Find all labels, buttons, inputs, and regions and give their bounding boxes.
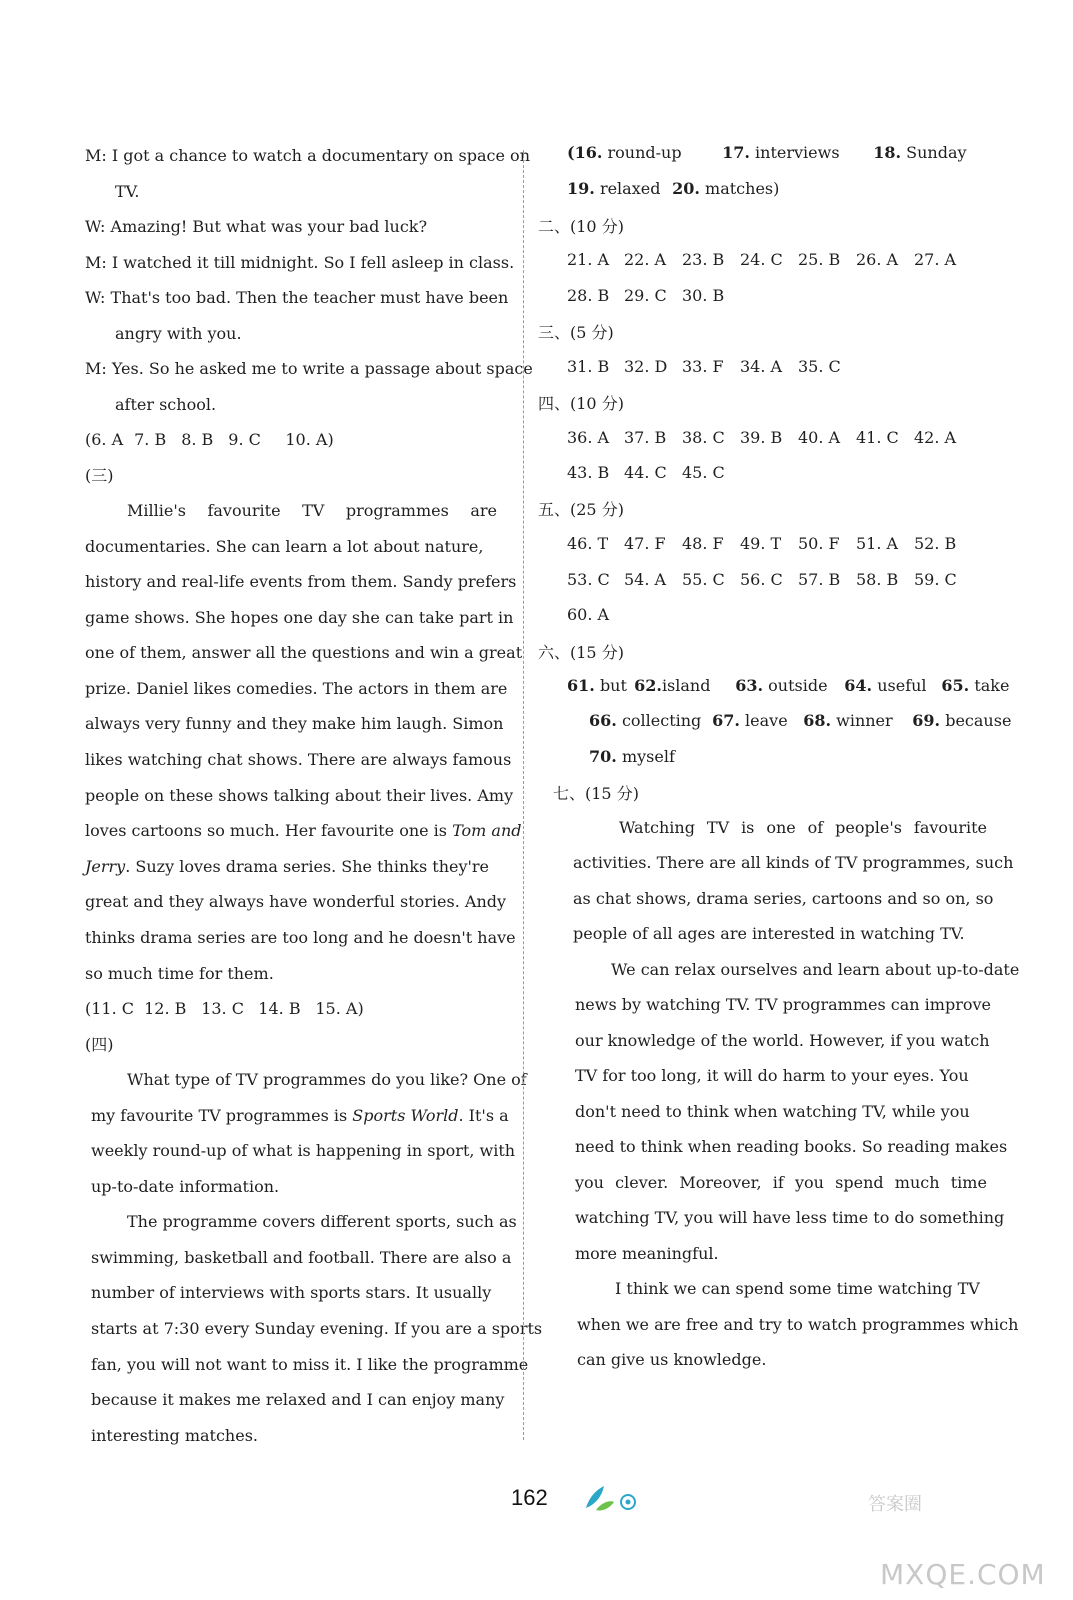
answer: 35. C xyxy=(798,357,841,376)
answer: 67. leave xyxy=(712,711,788,730)
essay-line xyxy=(575,1172,987,1194)
answer: 21. A xyxy=(567,250,610,269)
answer: 33. F xyxy=(682,357,724,376)
answer: 48. F xyxy=(682,534,724,553)
word: programmes xyxy=(345,501,449,520)
answer: 38. C xyxy=(682,428,725,447)
answer: 61. but xyxy=(567,676,627,695)
answer: 26. A xyxy=(856,250,899,269)
word: is xyxy=(741,818,755,837)
answer: 44. C xyxy=(624,463,667,482)
answer: 55. C xyxy=(682,570,725,589)
dialogue-line: TV. xyxy=(115,182,140,201)
section-label-4: (四) xyxy=(85,1035,114,1054)
answer: 27. A xyxy=(914,250,957,269)
passage-4-line xyxy=(91,1105,509,1127)
answer-row xyxy=(589,746,675,768)
answer-row-11-15 xyxy=(85,998,364,1020)
answer: 65. take xyxy=(941,676,1010,695)
italic-title: Sports World xyxy=(352,1106,459,1125)
answer: 60. A xyxy=(567,605,610,624)
answer: 70. myself xyxy=(589,747,675,766)
answer: 54. A xyxy=(624,570,667,589)
column-divider xyxy=(523,150,524,1440)
answer: 7. B xyxy=(134,430,167,449)
answer: 50. F xyxy=(798,534,840,553)
word: TV xyxy=(706,818,730,837)
section-3-heading: 三、(5 分) xyxy=(538,323,614,342)
word: Watching xyxy=(619,818,695,837)
word: if xyxy=(772,1173,784,1192)
answer-row xyxy=(567,356,841,378)
answer: 52. B xyxy=(914,534,957,553)
essay-line: news by watching TV. TV programmes can improve xyxy=(575,995,991,1014)
answer: 28. B xyxy=(567,286,610,305)
answer: 53. C xyxy=(567,570,610,589)
word: you xyxy=(795,1173,824,1192)
answer-row xyxy=(589,710,1011,732)
answer-row xyxy=(567,675,1009,697)
word: Moreover, xyxy=(679,1173,762,1192)
essay-line: I think we can spend some time watching TV xyxy=(615,1279,980,1298)
answer: 56. C xyxy=(740,570,783,589)
passage-4-line: because it makes me relaxed and I can enjoy many xyxy=(91,1390,505,1409)
word: clever. xyxy=(615,1173,669,1192)
passage-3-line: history and real-life events from them. Sandy prefers xyxy=(85,572,517,591)
essay-line: when we are free and try to watch programmes which xyxy=(577,1315,1019,1334)
section-7-heading: 七、(15 分) xyxy=(553,784,639,803)
answer-row-19-20 xyxy=(567,178,779,200)
answer-row xyxy=(567,285,724,307)
answer: 39. B xyxy=(740,428,783,447)
answer: 18. Sunday xyxy=(873,143,967,162)
dialogue-line: M: I watched it till midnight. So I fell asleep in class. xyxy=(85,253,515,272)
watermark-top: 答案圈 xyxy=(868,1494,922,1515)
answer: 59. C xyxy=(914,570,957,589)
essay-line: don't need to think when watching TV, while you xyxy=(575,1102,970,1121)
dialogue-line: M: Yes. So he asked me to write a passage about space xyxy=(85,359,533,378)
answer-row xyxy=(567,427,956,449)
answer: 29. C xyxy=(624,286,667,305)
word: TV xyxy=(302,501,325,520)
passage-3-line: people on these shows talking about their lives. Amy xyxy=(85,786,514,805)
word: Millie's xyxy=(127,501,186,520)
answer: 25. B xyxy=(798,250,841,269)
answer-row-6-10 xyxy=(85,429,334,451)
answer-row-16-18 xyxy=(567,142,967,164)
passage-3-line: prize. Daniel likes comedies. The actors in them are xyxy=(85,679,508,698)
answer-row xyxy=(567,604,609,626)
passage-4-line: starts at 7:30 every Sunday evening. If you are a sports xyxy=(91,1319,543,1338)
answer: 69. because xyxy=(912,711,1012,730)
italic-title: Tom and xyxy=(452,821,522,840)
answer: 41. C xyxy=(856,428,899,447)
word: of xyxy=(807,818,824,837)
section-label-3: (三) xyxy=(85,466,114,485)
watermark-bottom: MXQE.COM xyxy=(880,1558,1046,1591)
passage-4-line: up-to-date information. xyxy=(91,1177,280,1196)
section-4-heading: 四、(10 分) xyxy=(538,394,624,413)
passage-3-line: documentaries. She can learn a lot about nature, xyxy=(85,537,484,556)
answer-row xyxy=(567,533,956,555)
answer: 46. T xyxy=(567,534,609,553)
answer: 31. B xyxy=(567,357,610,376)
text: . It's a xyxy=(458,1106,509,1125)
answer-row xyxy=(567,249,956,271)
answer: 30. B xyxy=(682,286,725,305)
section-2-heading: 二、(10 分) xyxy=(538,217,624,236)
passage-3-line: always very funny and they make him laugh. Simon xyxy=(85,714,504,733)
essay-line: activities. There are all kinds of TV programmes, such xyxy=(573,853,1014,872)
essay-line: need to think when reading books. So reading makes xyxy=(575,1137,1008,1156)
answer: 66. collecting xyxy=(589,711,702,730)
answer: (16. round-up xyxy=(567,143,682,162)
answer: 47. F xyxy=(624,534,666,553)
essay-line: can give us knowledge. xyxy=(577,1350,767,1369)
answer: 24. C xyxy=(740,250,783,269)
answer: 37. B xyxy=(624,428,667,447)
dialogue-line: W: Amazing! But what was your bad luck? xyxy=(85,217,428,236)
dialogue-line: angry with you. xyxy=(115,324,242,343)
answer: 62.island xyxy=(634,676,711,695)
text: . Suzy loves drama series. She thinks they're xyxy=(125,857,490,876)
passage-3-line: so much time for them. xyxy=(85,964,274,983)
passage-4-line: interesting matches. xyxy=(91,1426,258,1445)
answer: (6. A xyxy=(85,430,124,449)
answer: 22. A xyxy=(624,250,667,269)
answer: 12. B xyxy=(144,999,187,1018)
essay-line: people of all ages are interested in watching TV. xyxy=(573,924,965,943)
text: Jerry xyxy=(85,857,126,876)
dialogue-line: W: That's too bad. Then the teacher must have been xyxy=(85,288,509,307)
answer: 42. A xyxy=(914,428,957,447)
essay-line: We can relax ourselves and learn about up-to-date xyxy=(611,960,1020,979)
answer: 51. A xyxy=(856,534,899,553)
text: my favourite TV programmes is xyxy=(91,1106,348,1125)
passage-4-line: swimming, basketball and football. There are also a xyxy=(91,1248,512,1267)
answer: 9. C xyxy=(228,430,261,449)
answer: 64. useful xyxy=(844,676,927,695)
section-6-heading: 六、(15 分) xyxy=(538,643,624,662)
passage-4-line: number of interviews with sports stars. It usually xyxy=(91,1283,492,1302)
word: spend xyxy=(835,1173,884,1192)
essay-line: watching TV, you will have less time to do something xyxy=(575,1208,1005,1227)
word: you xyxy=(575,1173,604,1192)
passage-3-line: game shows. She hopes one day she can take part in xyxy=(85,608,514,627)
essay-line: more meaningful. xyxy=(575,1244,719,1263)
answer: 14. B xyxy=(258,999,301,1018)
essay-line: as chat shows, drama series, cartoons and so on, so xyxy=(573,889,994,908)
section-5-heading: 五、(25 分) xyxy=(538,500,624,519)
answer: 15. A) xyxy=(315,999,364,1018)
answer: 68. winner xyxy=(803,711,893,730)
answer: (11. C xyxy=(85,999,135,1018)
answer: 8. B xyxy=(181,430,214,449)
answer: 20. matches) xyxy=(672,179,780,198)
answer: 34. A xyxy=(740,357,783,376)
essay-line: TV for too long, it will do harm to your eyes. You xyxy=(575,1066,969,1085)
word: much xyxy=(894,1173,940,1192)
answer: 32. D xyxy=(624,357,668,376)
passage-4-line: The programme covers different sports, such as xyxy=(127,1212,517,1231)
answer: 63. outside xyxy=(735,676,828,695)
answer: 36. A xyxy=(567,428,610,447)
page-number: 162 xyxy=(511,1485,548,1510)
essay-line xyxy=(619,817,987,839)
answer-row xyxy=(567,462,725,484)
answer: 45. C xyxy=(682,463,725,482)
answer: 49. T xyxy=(740,534,782,553)
passage-3-line xyxy=(127,500,497,522)
passage-3-line: likes watching chat shows. There are always famous xyxy=(85,750,512,769)
leaf-logo-icon xyxy=(582,1480,642,1516)
answer: 13. C xyxy=(201,999,244,1018)
answer: 23. B xyxy=(682,250,725,269)
word: favourite xyxy=(207,501,281,520)
answer: 10. A) xyxy=(285,430,334,449)
answer: 57. B xyxy=(798,570,841,589)
passage-3-line: one of them, answer all the questions and win a great xyxy=(85,643,523,662)
dialogue-line: after school. xyxy=(115,395,217,414)
passage-4-line: What type of TV programmes do you like? One of xyxy=(127,1070,527,1089)
word: favourite xyxy=(913,818,987,837)
passage-3-line: thinks drama series are too long and he doesn't have xyxy=(85,928,516,947)
answer: 58. B xyxy=(856,570,899,589)
word: one xyxy=(766,818,796,837)
passage-3-line xyxy=(85,856,489,878)
word: people's xyxy=(835,818,902,837)
answer: 40. A xyxy=(798,428,841,447)
passage-4-line: weekly round-up of what is happening in sport, with xyxy=(91,1141,516,1160)
answer-row xyxy=(567,569,957,591)
dialogue-line: M: I got a chance to watch a documentary on space on xyxy=(85,146,530,165)
answer: 17. interviews xyxy=(722,143,840,162)
text: loves cartoons so much. Her favourite one is xyxy=(85,821,448,840)
passage-4-line: fan, you will not want to miss it. I like the programme xyxy=(91,1355,529,1374)
word: are xyxy=(470,501,497,520)
word: time xyxy=(950,1173,987,1192)
answer: 43. B xyxy=(567,463,610,482)
essay-line: our knowledge of the world. However, if you watch xyxy=(575,1031,990,1050)
passage-3-line: great and they always have wonderful stories. Andy xyxy=(85,892,507,911)
passage-3-line xyxy=(85,820,522,842)
answer: 19. relaxed xyxy=(567,179,661,198)
